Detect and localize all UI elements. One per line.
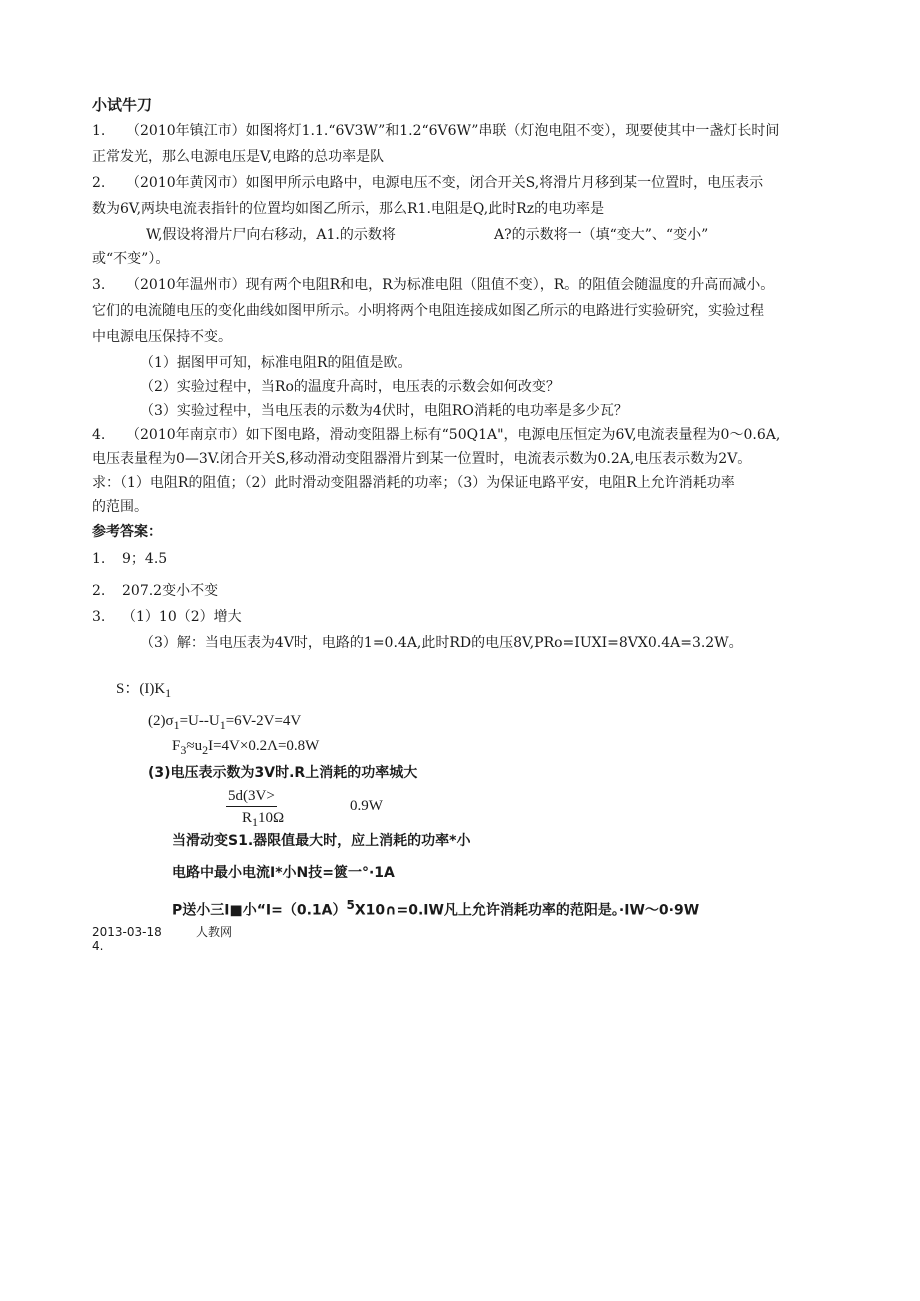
solution-step-1 xyxy=(116,678,171,700)
solution-step-6-rest: X10∩=0.IW凡上允许消耗功率的范阳是。·IW～0·9W xyxy=(354,902,700,919)
question-4-line-2: 电压表量程为0—3V.闭合开关S,移动滑动变阻器滑片到某一位置时，电流表示数为0.2A,电压表示数为2V。 xyxy=(92,451,752,467)
solution-step-4: 当滑动变S1.器限值最大时，应上消耗的功率*小 xyxy=(172,833,471,849)
question-4-line-3: 求：（1）电阻R的阻值；（2）此时滑动变阻器消耗的功率；（3）为保证电路平安，电阻R上允许消耗功率 xyxy=(92,475,735,491)
answer-1-text: 9；4.5 xyxy=(122,551,168,567)
question-2-line-3: W,假设将滑片尸向右移动，A1.的示数将 xyxy=(146,227,396,243)
solution-step-2a-text: (2)σ xyxy=(148,713,174,729)
solution-step-2b-sub1: 3 xyxy=(180,743,187,757)
solution-step-2b-rest2: I=4V×0.2Λ=0.8W xyxy=(208,738,320,754)
question-3-line-1: （2010年温州市）现有两个电阻R和电，R为标准电阻（阻值不变），R。的阻值会随温度的升高而减小。 xyxy=(126,277,775,293)
question-3-number: 3. xyxy=(92,277,106,293)
solution-step-2b-text: F xyxy=(172,738,181,754)
solution-step-2a-sub2: 1 xyxy=(219,718,226,732)
question-2-number: 2. xyxy=(92,175,106,191)
question-1-line-1: （2010年镇江市）如图将灯1.1.“6V3W”和1.2“6V6W”串联（灯泡电阻不变），现要使其中一盏灯长时间 xyxy=(126,123,780,139)
solution-step-6-text: P送小三I■小“I=（0.1A） xyxy=(172,902,347,919)
question-4-number: 4. xyxy=(92,427,106,443)
question-3-sub-3: （3）实验过程中，当电压表的示数为4伏时，电阻RO消耗的电功率是多少瓦？ xyxy=(140,403,628,419)
footer-source: 人教网 xyxy=(196,925,233,939)
question-2-line-4: 或“不变”）。 xyxy=(92,251,170,267)
question-2-line-2: 数为6V,两块电流表指针的位置均如图乙所示，那么R1.电阻是Q,此时Rz的电功率是 xyxy=(92,201,605,217)
solution-step-5: 电路中最小电流I*小N技=篋一°·1A xyxy=(172,865,395,881)
solution-fraction-denominator xyxy=(240,808,286,832)
answer-3-number: 3. xyxy=(92,609,106,625)
solution-step-2b-rest: ≈u xyxy=(186,738,203,754)
answer-3-part-3: （3）解：当电压表为4V时，电路的1=0.4A,此时RD的电压8V,PRo=IUXI=8VX0.4A=3.2W。 xyxy=(140,635,743,651)
question-1-line-2: 正常发光，那么电源电压是V,电路的总功率是队 xyxy=(92,149,385,165)
question-3-line-3: 中电源电压保持不变。 xyxy=(92,329,232,345)
solution-fraction-den-rest: 10Ω xyxy=(258,810,285,826)
footer-date: 2013-03-18 xyxy=(92,925,162,939)
answer-2-text: 207.2变小不变 xyxy=(122,583,219,599)
section-heading: 小试牛刀 xyxy=(92,96,153,114)
solution-fraction-numerator: 5d(3V> xyxy=(226,786,277,807)
question-3-sub-2: （2）实验过程中，当Ro的温度升高时，电压表的示数会如何改变？ xyxy=(140,379,560,395)
answer-1-number: 1. xyxy=(92,551,106,567)
solution-fraction-den-sub: 1 xyxy=(252,815,259,829)
question-3-sub-1: （1）据图甲可知，标准电阻R的阻值是欧。 xyxy=(140,355,412,371)
solution-step-1-text: S：(I)K xyxy=(116,681,166,697)
question-4-line-1: （2010年南京市）如下图电路，滑动变阻器上标有“50Q1A"，电源电压恒定为6V,电流表量程为0～0.6A, xyxy=(126,427,781,443)
solution-step-2a-rest: =U--U xyxy=(179,713,220,729)
question-3-line-2: 它们的电流随电压的变化曲线如图甲所示。小明将两个电阻连接成如图乙所示的电路进行实验研究，实验过程 xyxy=(92,303,764,319)
solution-fraction-result: 0.9W xyxy=(350,798,383,814)
question-2-line-1: （2010年黄冈市）如图甲所示电路中，电源电压不变，闭合开关S,将滑片月移到某一位置时，电压表示 xyxy=(126,175,764,191)
question-2-line-3b: A?的示数将一（填“变大”、“变小” xyxy=(494,227,709,243)
solution-step-2a-rest2: =6V-2V=4V xyxy=(225,713,302,729)
solution-step-2a xyxy=(148,710,301,732)
solution-step-6 xyxy=(172,894,700,919)
solution-step-6-sup: 5 xyxy=(346,898,355,912)
solution-fraction-den-text: R xyxy=(242,810,253,826)
solution-step-1-sub: 1 xyxy=(165,686,172,700)
solution-step-2a-sub1: 1 xyxy=(173,718,180,732)
question-1-number: 1. xyxy=(92,123,106,139)
question-4-line-4: 的范围。 xyxy=(92,499,148,515)
answer-3-text: （1）10（2）增大 xyxy=(122,609,242,625)
answer-2-number: 2. xyxy=(92,583,106,599)
solution-step-2b-sub2: 2 xyxy=(202,743,209,757)
answers-heading: 参考答案： xyxy=(92,524,162,540)
solution-step-3: (3)电压表示数为3V时.R上消耗的功率城大 xyxy=(148,765,418,781)
footer-trailing-number: 4. xyxy=(92,939,104,953)
solution-step-2b xyxy=(172,735,319,757)
